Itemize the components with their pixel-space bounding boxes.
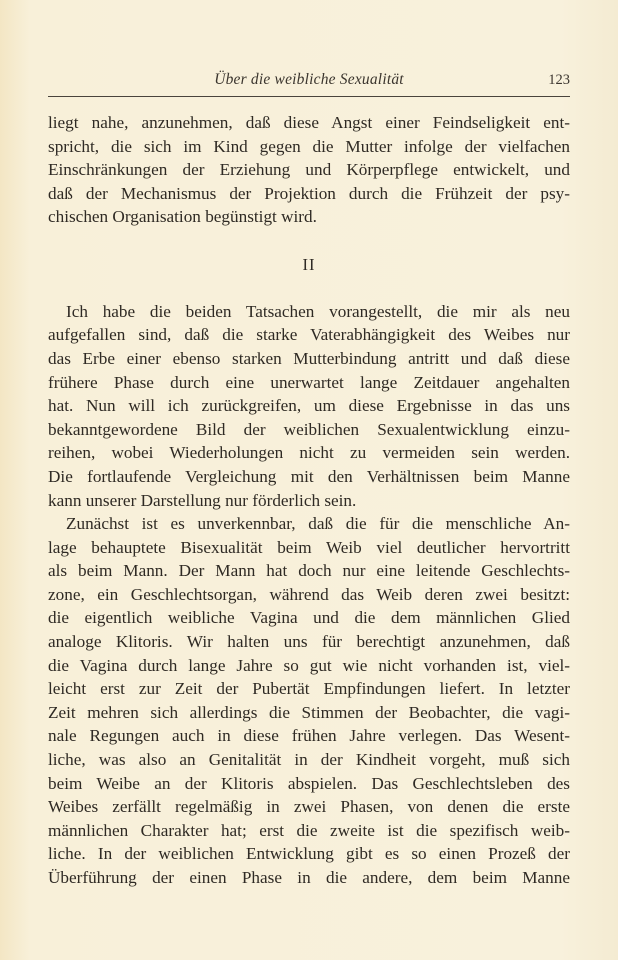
text-line: frühere Phase durch eine unerwartet lange Zeitdauer angehalten xyxy=(48,372,570,392)
text-line: die eigentlich weibliche Vagina und die dem männlichen Glied xyxy=(48,608,570,628)
text-line: analoge Klitoris. Wir halten uns für berechtigt anzunehmen, daß xyxy=(48,632,570,652)
body-text xyxy=(48,111,570,890)
text-line: bekanntgewordene Bild der weiblichen Sexualentwicklung einzu- xyxy=(48,419,570,439)
text-line: leicht erst zur Zeit der Pubertät Empfindungen liefert. In letzter xyxy=(48,679,570,699)
text-line: als beim Mann. Der Mann hat doch nur eine leitende Geschlechts- xyxy=(48,561,570,581)
text-line: liche, was also an Genitalität in der Kindheit vorgeht, muß sich xyxy=(48,750,570,770)
text-line: Ich habe die beiden Tatsachen vorangestellt, die mir als neu xyxy=(66,301,570,321)
text-line: zone, ein Geschlechtsorgan, während das Weib deren zwei besitzt: xyxy=(48,584,570,604)
text-line: das Erbe einer ebenso starken Mutterbindung antritt und daß diese xyxy=(48,348,570,368)
text-line: chischen Organisation begünstigt wird. xyxy=(48,207,317,227)
page-number: 123 xyxy=(548,72,570,88)
paragraph-3 xyxy=(48,512,570,890)
header-rule xyxy=(48,96,570,97)
section-heading: II xyxy=(302,254,316,274)
text-line: beim Weibe an der Klitoris abspielen. Das Geschlechtsleben des xyxy=(48,773,570,793)
text-line: Weibes zerfällt regelmäßig in zwei Phasen, von denen die erste xyxy=(48,797,570,817)
running-title: Über die weibliche Sexualität xyxy=(214,71,404,88)
running-head xyxy=(48,68,570,92)
paragraph-2 xyxy=(48,300,570,512)
text-line: hat. Nun will ich zurückgreifen, um diese Ergebnisse in das uns xyxy=(48,396,570,416)
text-line: männlichen Charakter hat; erst die zweite ist die spezifisch weib- xyxy=(48,820,570,840)
text-line: lage behauptete Bisexualität beim Weib viel deutlicher hervortritt xyxy=(48,537,570,557)
text-line: kann unserer Darstellung nur förderlich sein. xyxy=(48,490,357,510)
text-line: liche. In der weiblichen Entwicklung gibt es so einen Prozeß der xyxy=(48,844,570,864)
text-line: liegt nahe, anzunehmen, daß diese Angst einer Feindseligkeit ent- xyxy=(48,113,570,132)
text-line: Überführung der einen Phase in die andere, dem beim Manne xyxy=(48,868,570,887)
text-line: spricht, die sich im Kind gegen die Mutter infolge der vielfachen xyxy=(48,136,570,156)
text-line: aufgefallen sind, daß die starke Vaterabhängigkeit des Weibes nur xyxy=(48,325,570,345)
text-line: nale Regungen auch in diese frühen Jahre verlegen. Das Wesent- xyxy=(48,726,570,746)
text-line: daß der Mechanismus der Projektion durch die Frühzeit der psy- xyxy=(48,183,570,203)
text-line: Zunächst ist es unverkennbar, daß die für die menschliche An- xyxy=(66,514,570,534)
text-line: Die fortlaufende Vergleichung mit den Verhältnissen beim Manne xyxy=(48,466,570,486)
text-line: reihen, wobei Wiederholungen nicht zu vermeiden sein werden. xyxy=(48,443,570,463)
text-line: die Vagina durch lange Jahre so gut wie nicht vorhanden ist, viel- xyxy=(48,655,570,675)
text-line: Zeit mehren sich allerdings die Stimmen der Beobachter, die vagi- xyxy=(48,702,570,722)
paragraph-1 xyxy=(48,111,570,229)
text-line: Einschränkungen der Erziehung und Körperpflege entwickelt, und xyxy=(48,160,570,180)
